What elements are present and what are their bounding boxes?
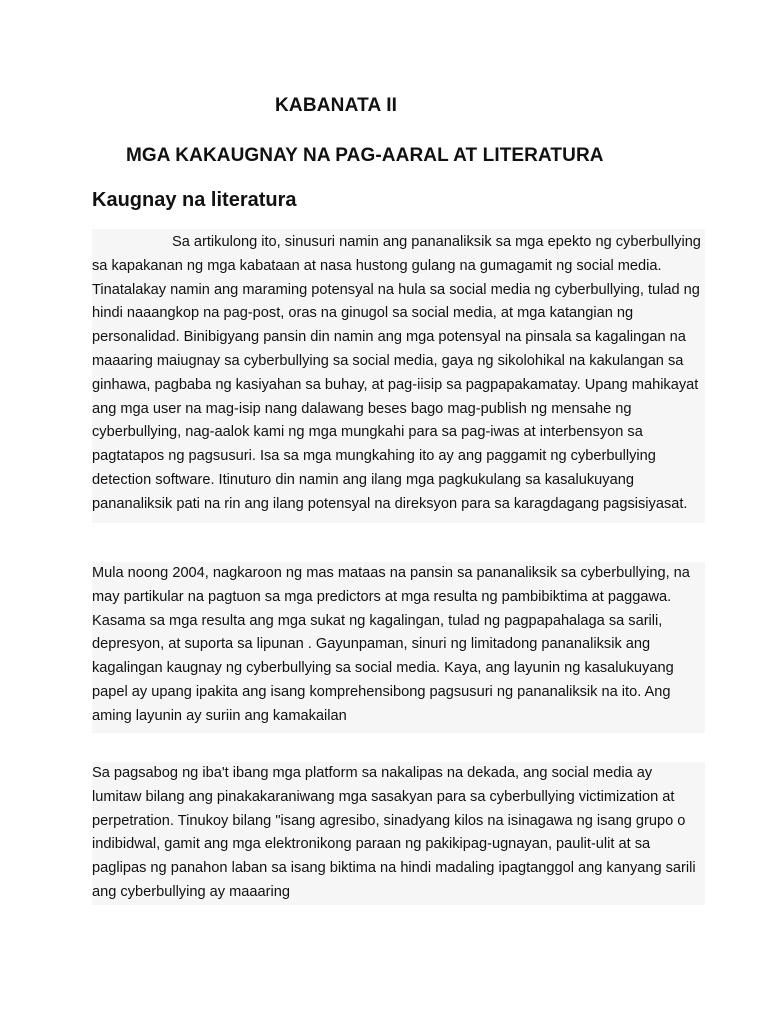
paragraph-1	[92, 229, 705, 523]
paragraph-2: Mula noong 2004, nagkaroon ng mas mataas na pansin sa pananaliksik sa cyberbullying, na may partikular na pagtuon sa mga predictors at mga resulta ng pambibiktima at paggawa. Kasama sa mga resulta ang mga sukat ng kagalingan, tulad ng pagpapahalaga sa sarili, depresyon, at suporta sa lipunan . Gayunpaman, sinuri ng limitadong pananaliksik ang kagalingan kaugnay ng cyberbullying sa social media. Kaya, ang layunin ng kasalukuyang papel ay upang ipakita ang isang komprehensibong pagsusuri ng pananaliksik na ito. Ang aming layunin ay suriin ang kamakailan	[92, 562, 705, 733]
subsection-title: Kaugnay na literatura	[92, 189, 297, 211]
paragraph-1-text: Sa artikulong ito, sinusuri namin ang pananaliksik sa mga epekto ng cyberbullying sa kapakanan ng mga kabataan at nasa hustong gulang na gumagamit ng social media. Tinatalakay namin ang maraming potensyal na hula sa social media ng cyberbullying, tulad ng hindi naaangkop na pag-post, oras na ginugol sa social media, at mga katangian ng personalidad. Binibigyang pansin din namin ang mga potensyal na pinsala sa kagalingan na maaaring maiugnay sa cyberbullying sa social media, gaya ng sikolohikal na kakulangan sa ginhawa, pagbaba ng kasiyahan sa buhay, at pag-iisip sa pagpapakamatay. Upang mahikayat ang mga user na mag-isip nang dalawang beses bago mag-publish ng mensahe ng cyberbullying, nag-aalok kami ng mga mungkahi para sa pag-iwas at interbensyon sa pagtatapos ng pagsusuri. Isa sa mga mungkahing ito ay ang paggamit ng cyberbullying detection software. Itinuturo din namin ang ilang mga pagkukulang sa kasalukuyang pananaliksik pati na rin ang ilang potensyal na direksyon para sa karagdagang pagsisiyasat.	[92, 234, 701, 512]
paragraph-3: Sa pagsabog ng iba't ibang mga platform sa nakalipas na dekada, ang social media ay lumitaw bilang ang pinakakaraniwang mga sasakyan para sa cyberbullying victimization at perpetration. Tinukoy bilang "isang agresibo, sinadyang kilos na isinagawa ng isang grupo o indibidwal, gamit ang mga elektronikong paraan ng pakikipag-ugnayan, paulit-ulit at sa paglipas ng panahon laban sa isang biktima na hindi madaling ipagtanggol ang kanyang sarili ang cyberbullying ay maaaring	[92, 762, 705, 905]
chapter-title: KABANATA II	[275, 95, 398, 116]
section-title: MGA KAKAUGNAY NA PAG-AARAL AT LITERATURA	[126, 145, 604, 166]
